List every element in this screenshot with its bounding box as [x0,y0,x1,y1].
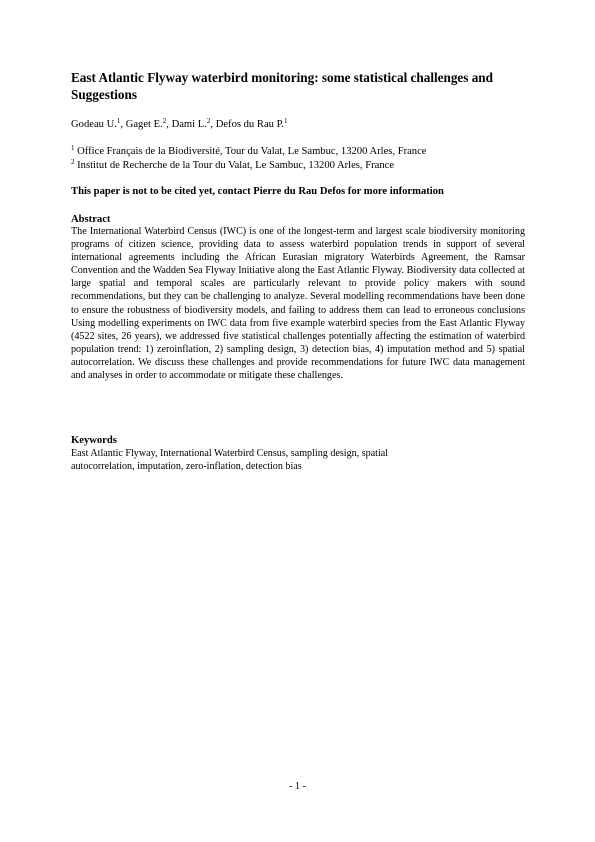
author-affiliation-marker: 2 [206,117,211,125]
affiliation-2 [71,159,394,173]
abstract-body: The International Waterbird Census (IWC) is one of the longest-term and largest scale biodiversity monitoring programs of citizen science, providing data to assess waterbird population trends in support of several international agreements including the African Eurasian migratory Waterbirds Agreement, the Ramsar Convention and the Wadden Sea Flyway Initiative along the East Atlantic Flyway. Biodiversity data collected at large spatial and temporal scales are particularly relevant to provide policy makers with sound recommendations, but they can be challenging to analyze. Several modelling recommendations have been done to ensure the robustness of biodiversity models, and failing to address them can lead to erroneous conclusions Using modelling experiments on IWC data from five example waterbird species from the East Atlantic Flyway (4522 sites, 26 years), we addressed five statistical challenges potentially affecting the estimation of waterbird population trend: 1) zeroinflation, 2) sampling design, 3) detection bias, 4) imputation method and 5) spatial autocorrelation. We discuss these challenges and provide recommendations for future IWC data management and analyses in order to accommodate or mitigate these challenges. [71,226,525,382]
author-list: Godeau U.$^1$, Gaget E.$^2$, Dami L.$^2$, Defos du Rau P.$^1$ [71,117,288,130]
author-name: Godeau U. [71,119,117,130]
paper-title: East Atlantic Flyway waterbird monitoring: some statistical challenges and Suggestions [71,70,493,102]
keywords-heading: Keywords [71,435,117,446]
affiliation-1 [71,145,427,159]
page-number: - 1 - [289,781,306,792]
author-affiliation-marker: 2 [162,117,167,125]
keywords-body [71,447,471,474]
author-name: Gaget E. [125,119,163,130]
affiliation-marker: 1 [71,144,75,152]
author-affiliation-marker: 1 [116,117,121,125]
affiliation-text: Institut de Recherche de la Tour du Valat, Le Sambuc, 13200 Arles, France [77,160,395,171]
author-name: Dami L. [171,119,207,130]
abstract-heading: Abstract [71,214,111,225]
affiliation-marker: 2 [71,158,75,166]
author-affiliation-marker: 1 [283,117,288,125]
keywords-line: autocorrelation, imputation, zero-inflation, detection bias [71,461,302,473]
affiliation-text: Office Français de la Biodiversité, Tour du Valat, Le Sambuc, 13200 Arles, France [77,146,427,157]
citation-notice: This paper is not to be cited yet, contact Pierre du Rau Defos for more information [71,186,444,197]
keywords-line: East Atlantic Flyway, International Waterbird Census, sampling design, spatial [71,448,389,459]
author-name: Defos du Rau P. [215,119,284,130]
